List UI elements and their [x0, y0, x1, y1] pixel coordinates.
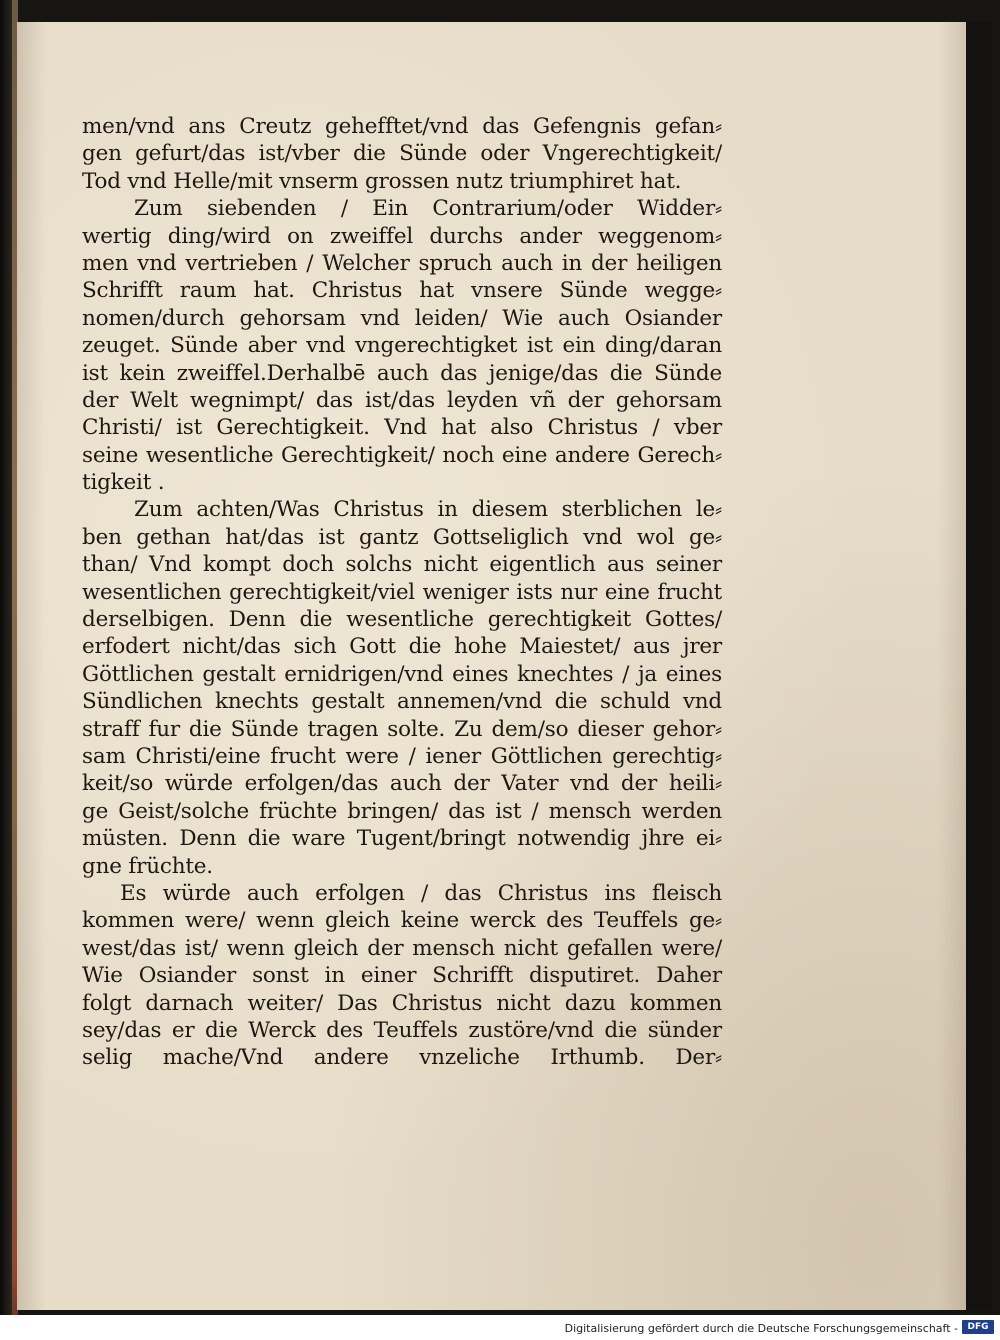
text-line: müsten. Denn die ware Tugent/bringt notwendig jhre ei⸗: [82, 826, 722, 852]
text-line: west/das ist/ wenn gleich der mensch nicht gefallen were/: [82, 935, 722, 961]
text-line: erfodert nicht/das sich Gott die hohe Maiestet/ aus jrer: [82, 634, 722, 660]
text-line: men/vnd ans Creutz gehefftet/vnd das Gefengnis gefan⸗: [82, 114, 722, 139]
text-line: Wie Osiander sonst in einer Schrifft disputiret. Daher: [82, 963, 722, 989]
text-line: Göttlichen gestalt ernidrigen/vnd eines knechtes / ja eines: [82, 661, 722, 687]
text-line: sey/das er die Werck des Teuffels zustöre/vnd die sünder: [82, 1017, 722, 1043]
text-line: Schrifft raum hat. Christus hat vnsere Sünde wegge⸗: [82, 278, 722, 304]
text-line: sam Christi/eine frucht were / iener Göttlichen gerechtig⸗: [82, 743, 722, 769]
text-line: gen gefurt/das ist/vber die Sünde oder Vngerechtigkeit/: [82, 141, 722, 167]
text-line: men vnd vertrieben / Welcher spruch auch in der heiligen: [82, 250, 722, 276]
text-line: gne früchte.: [82, 853, 213, 879]
text-line: Zum siebenden / Ein Contrarium/oder Widder⸗: [134, 196, 722, 222]
dfg-logo: DFG: [962, 1320, 994, 1334]
text-line: folgt darnach weiter/ Das Christus nicht dazu kommen: [82, 990, 722, 1016]
footer-bar: [0, 1315, 1000, 1340]
text-line: ge Geist/solche früchte bringen/ das ist / mensch werden: [82, 798, 722, 824]
text-line: ben gethan hat/das ist gantz Gottseliglich vnd wol ge⸗: [82, 524, 722, 550]
page-body-text: [82, 113, 722, 1072]
book-binding: [0, 0, 12, 1315]
text-line: wesentlichen gerechtigkeit/viel weniger ists nur eine frucht: [82, 579, 722, 605]
text-line: zeuget. Sünde aber vnd vngerechtigket ist ein ding/daran: [82, 333, 722, 359]
text-line: nomen/durch gehorsam vnd leiden/ Wie auch Osiander: [82, 305, 722, 331]
text-line: Zum achten/Was Christus in diesem sterblichen le⸗: [134, 497, 722, 523]
text-line: Sündlichen knechts gestalt annemen/vnd die schuld vnd: [82, 689, 722, 715]
text-line: wertig ding/wird on zweiffel durchs ander weggenom⸗: [82, 223, 722, 249]
text-line: keit/so würde erfolgen/das auch der Vater vnd der heili⸗: [82, 771, 722, 797]
text-line: selig mache/Vnd andere vnzeliche Irthumb. Der⸗: [82, 1045, 722, 1071]
text-line: der Welt wegnimpt/ das ist/das leyden vñ der gehorsam: [82, 387, 722, 413]
text-line: tigkeit .: [82, 470, 165, 496]
text-line: Tod vnd Helle/mit vnserm grossen nutz triumphiret hat.: [82, 168, 682, 194]
text-line: than/ Vnd kompt doch solchs nicht eigentlich aus seiner: [82, 552, 722, 578]
text-line: ist kein zweiffel.Derhalbē auch das jenige/das die Sünde: [82, 360, 722, 386]
text-line: seine wesentliche Gerechtigkeit/ noch eine andere Gerech⸗: [82, 442, 722, 468]
funding-credit: Digitalisierung gefördert durch die Deutsche Forschungsgemeinschaft -: [564, 1322, 958, 1335]
text-line: straff fur die Sünde tragen solte. Zu dem/so dieser gehor⸗: [82, 716, 722, 742]
text-line: kommen were/ wenn gleich keine werck des Teuffels ge⸗: [82, 908, 722, 934]
page-right-margin: [966, 22, 992, 1310]
text-line: derselbigen. Denn die wesentliche gerechtigkeit Gottes/: [82, 607, 722, 633]
text-line: Christi/ ist Gerechtigkeit. Vnd hat also Christus / vber: [82, 415, 722, 441]
text-line: Es würde auch erfolgen / das Christus ins fleisch: [120, 880, 722, 906]
